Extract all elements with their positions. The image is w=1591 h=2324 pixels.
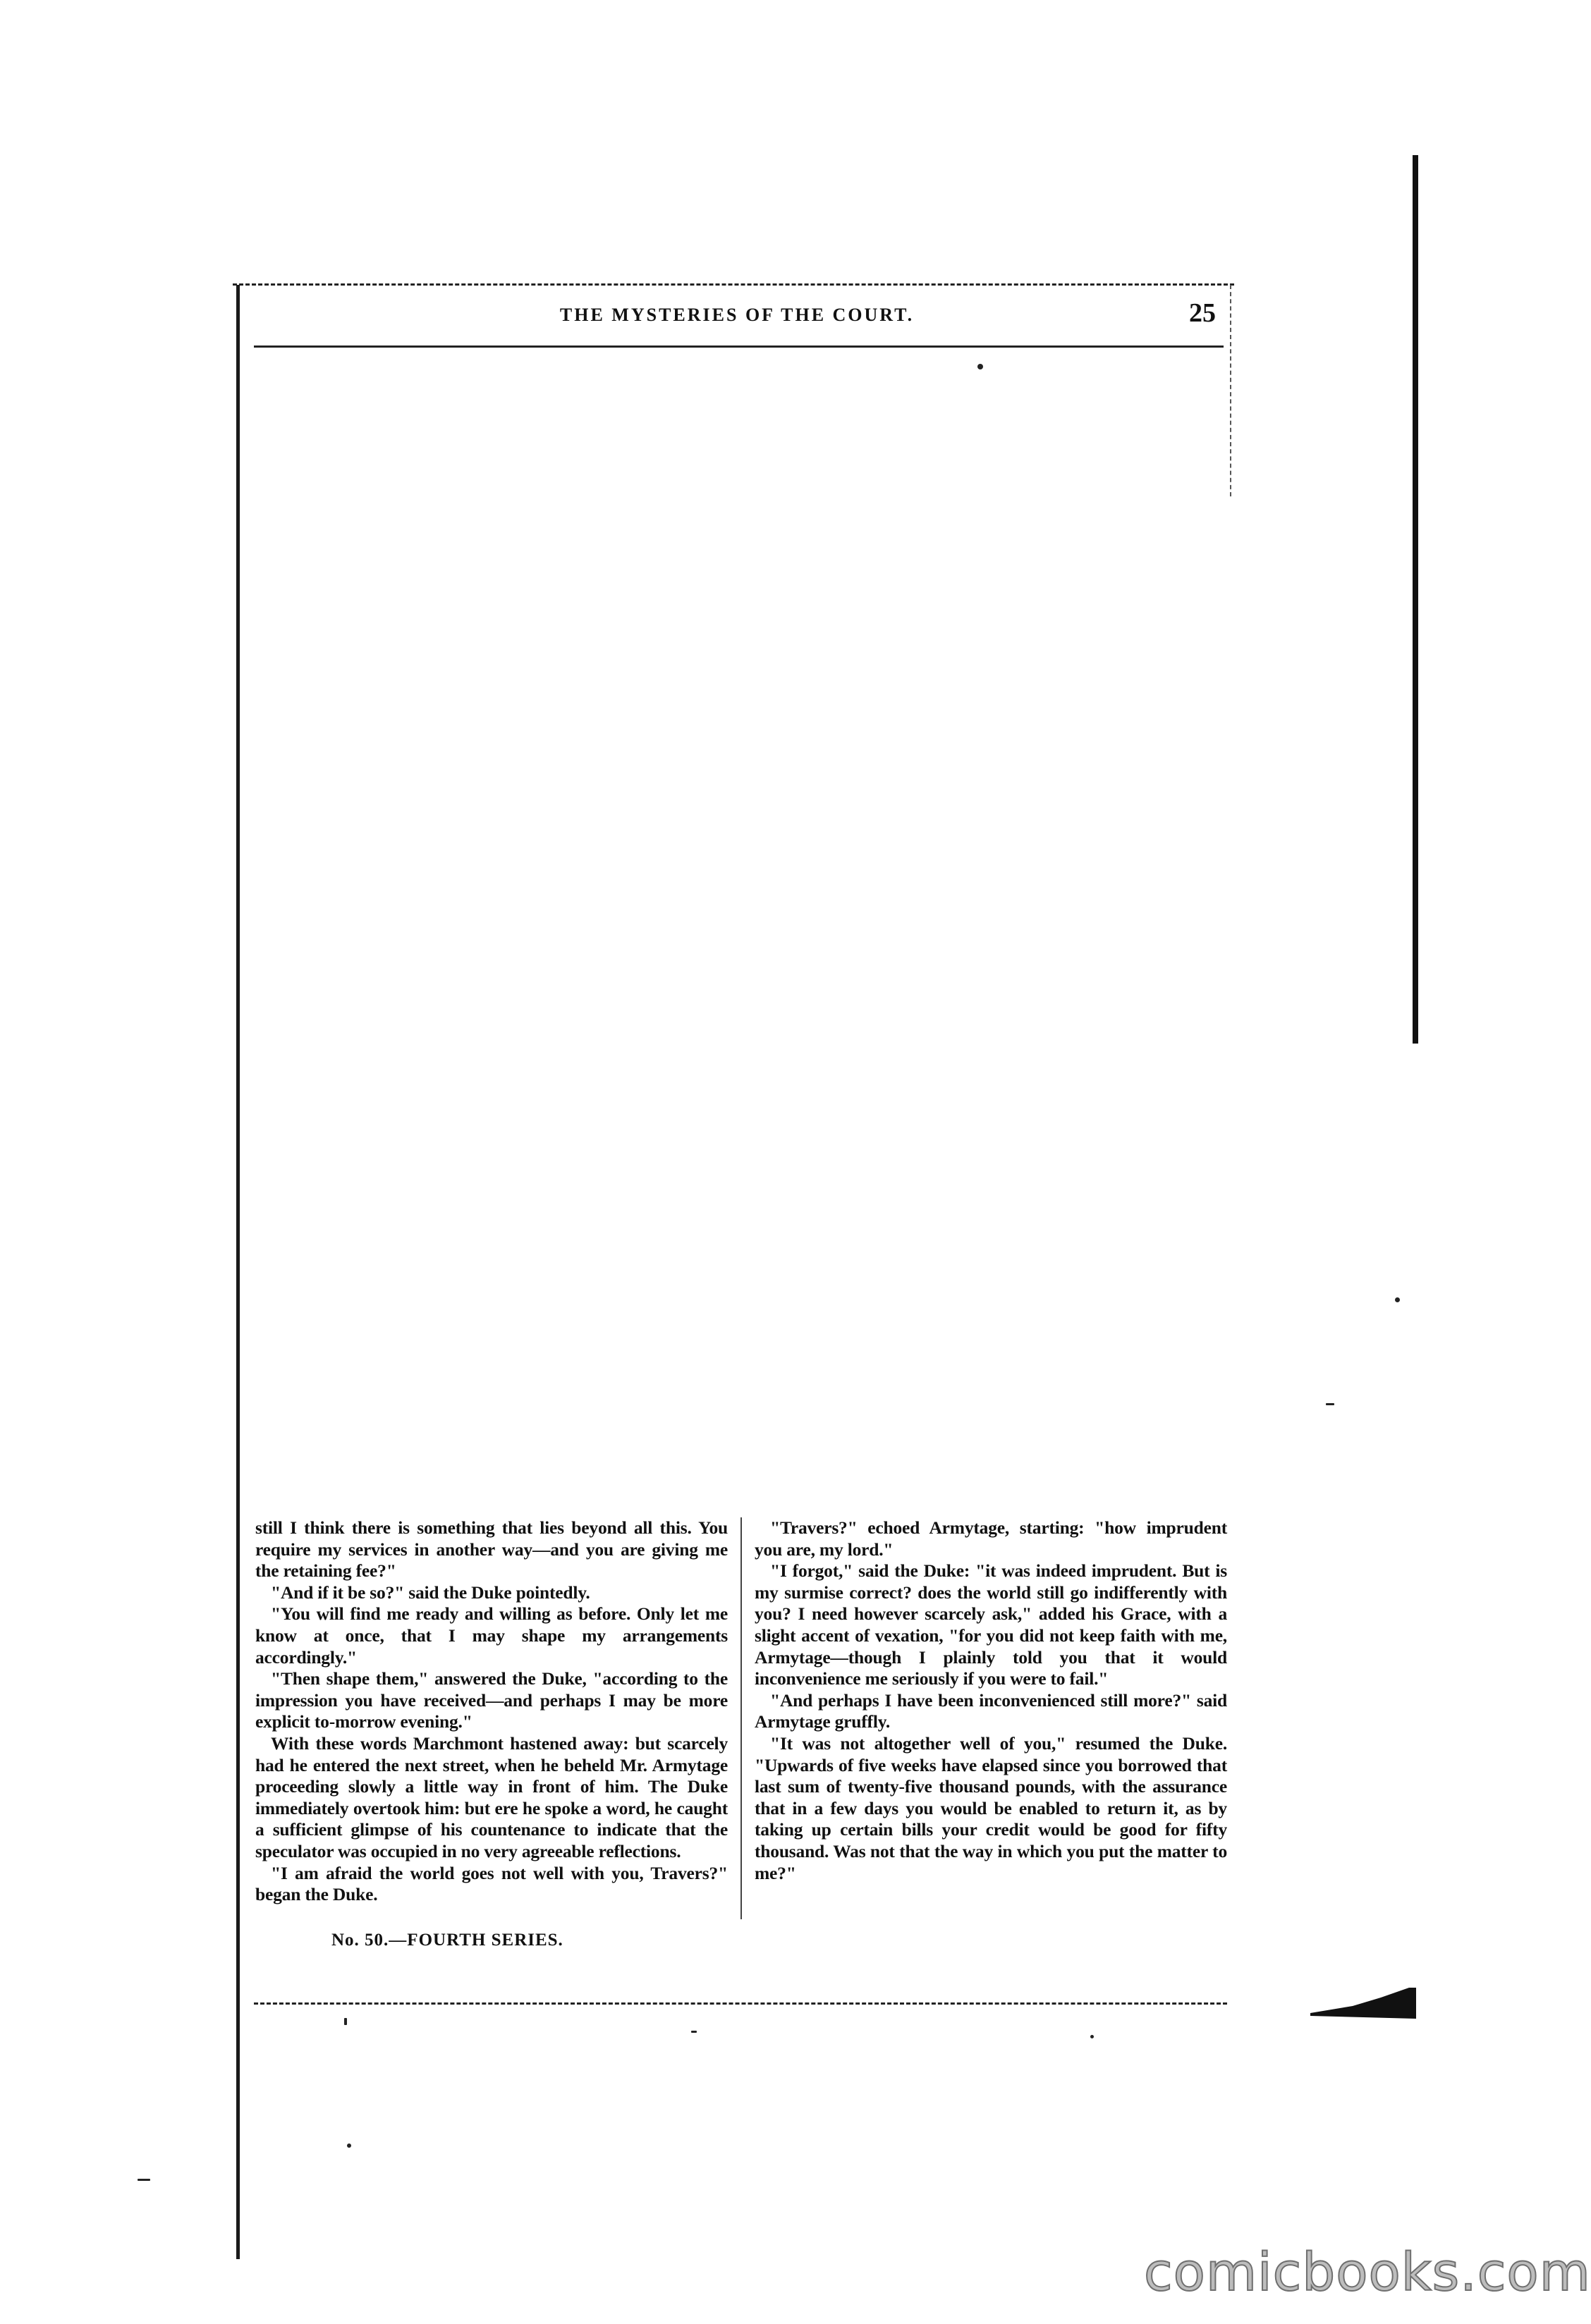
paragraph: "Travers?" echoed Armytage, starting: "how imprudent you are, my lord." <box>755 1517 1227 1560</box>
page-number: 25 <box>1189 298 1216 328</box>
watermark: comicbooks.com <box>1144 2242 1591 2303</box>
scan-speck <box>344 2018 347 2025</box>
page-border-top <box>233 283 1234 286</box>
series-footer: No. 50.—FOURTH SERIES. <box>331 1931 563 1950</box>
scan-edge-shadow <box>1413 155 1418 1044</box>
right-column <box>755 1517 1227 1884</box>
page-header <box>254 298 1220 341</box>
header-rule <box>254 345 1224 348</box>
paragraph: "And if it be so?" said the Duke pointedly. <box>271 1582 590 1603</box>
paragraph: "It was not altogether well of you," resumed the Duke. "Upwards of five weeks have elapsed since you borrowed that last sum of twenty-five thousand pounds, with the assurance that in a few days you would be enabled to return it, as by taking up certain bills your credit would be good for fifty thousand. Was not that the way in which you put the matter to me?" <box>755 1732 1227 1883</box>
paragraph: "I am afraid the world goes not well with you, Travers?" began the Duke. <box>255 1862 728 1905</box>
text-columns <box>255 1517 1229 1955</box>
paragraph: "And perhaps I have been inconvenienced still more?" said Armytage gruffly. <box>755 1689 1227 1732</box>
page-border-bottom <box>254 2002 1227 2005</box>
page-border-left <box>236 285 240 2259</box>
column-divider <box>740 1517 742 1919</box>
scan-speck <box>1090 2035 1094 2038</box>
paragraph: "I forgot," said the Duke: "it was indeed imprudent. But is my surmise correct? does the world still go indifferently with you? I need however scarcely ask," added his Grace, with a slight accent of vexation, "for you did not keep faith with me, Armytage—though I plainly told you that it would inconvenience me seriously if you were to fail." <box>755 1560 1227 1689</box>
page-border-right <box>1230 285 1233 496</box>
illustration-area-blank <box>254 353 1220 1481</box>
scan-speck <box>1395 1297 1400 1302</box>
scan-speck <box>691 2031 697 2033</box>
paragraph: With these words Marchmont hastened away: but scarcely had he entered the next street, when he beheld Mr. Armytage proceeding slowly a little way in front of him. The Duke immediately overtook him: but ere he spoke a word, he caught a sufficient glimpse of his countenance to indicate that the speculator was occupied in no very agreeable reflections. <box>255 1732 728 1861</box>
scan-speck <box>977 364 983 369</box>
scan-speck <box>138 2179 150 2181</box>
left-column <box>255 1517 728 1906</box>
paragraph: "You will find me ready and willing as before. Only let me know at once, that I may shape my arrangements accordingly." <box>255 1603 728 1668</box>
running-head: THE MYSTERIES OF THE COURT. <box>559 305 915 325</box>
paragraph: "Then shape them," answered the Duke, "according to the impression you have received—and perhaps I may be more explicit to-morrow evening." <box>255 1668 728 1732</box>
paragraph: still I think there is something that lies beyond all this. You require my services in another way—and you are giving me the retaining fee?" <box>255 1517 728 1582</box>
scan-speck <box>347 2143 351 2148</box>
scan-speck <box>1326 1403 1334 1405</box>
binding-mark <box>1310 1985 1416 2019</box>
